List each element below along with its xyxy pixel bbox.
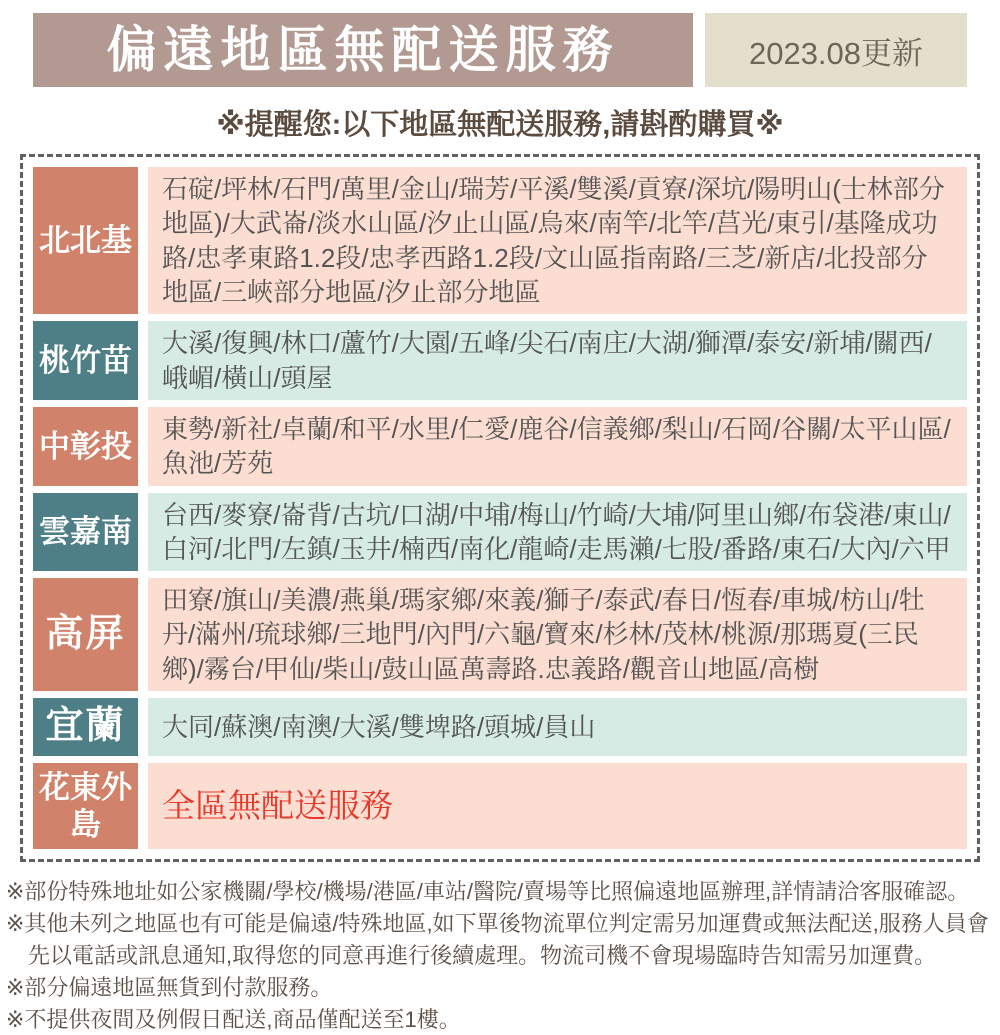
header — [0, 0, 1000, 87]
region-label: 中彰投 — [33, 407, 138, 486]
footer-note: ※部分偏遠地區無貨到付款服務。 — [6, 974, 333, 1000]
page-title: 偏遠地區無配送服務 — [33, 13, 693, 87]
region-areas-list: 東勢/新社/卓蘭/和平/水里/仁愛/鹿谷/信義鄉/梨山/石岡/谷關/太平山區/魚池/芳苑 — [148, 407, 967, 486]
region-label: 雲嘉南 — [33, 493, 138, 572]
region-row — [33, 321, 967, 400]
region-label: 桃竹苗 — [33, 321, 138, 400]
reminder-subtitle: ※提醒您:以下地區無配送服務,請斟酌購買※ — [216, 109, 784, 141]
region-label: 宜蘭 — [33, 698, 138, 756]
region-label: 花東外島 — [33, 763, 138, 849]
region-table — [20, 154, 980, 862]
region-areas-list: 大同/蘇澳/南澳/大溪/雙埤路/頭城/員山 — [148, 698, 967, 756]
footer-note: ※其他未列之地區也有可能是偏遠/特殊地區,如下單後物流單位判定需另加運費或無法配送,服務人員會先以電話或訊息通知,取得您的同意再進行後續處理。物流司機不會現場臨時告知需另加運費。 — [6, 910, 989, 968]
region-areas-no-delivery: 全區無配送服務 — [148, 763, 967, 849]
region-areas-list: 台西/麥寮/崙背/古坑/口湖/中埔/梅山/竹崎/大埔/阿里山鄉/布袋港/東山/白河/北門/左鎮/玉井/楠西/南化/龍崎/走馬瀨/七股/番路/東石/大內/六甲 — [148, 493, 967, 572]
update-date-badge: 2023.08更新 — [705, 13, 967, 87]
region-row — [33, 698, 967, 756]
region-areas-list: 大溪/復興/林口/蘆竹/大園/五峰/尖石/南庄/大湖/獅潭/泰安/新埔/關西/峨嵋/橫山/頭屋 — [148, 321, 967, 400]
footer-note: ※不提供夜間及例假日配送,商品僅配送至1樓。 — [6, 1006, 461, 1032]
region-row — [33, 763, 967, 849]
region-row — [33, 493, 967, 572]
region-areas-list: 石碇/坪林/石門/萬里/金山/瑞芳/平溪/雙溪/貢寮/深坑/陽明山(士林部分地區)/大武崙/淡水山區/汐止山區/烏來/南竿/北竿/莒光/東引/基隆成功路/忠孝東路1.2段/忠孝西路1.2段/文山區指南路/三芝/新店/北投部分地區/三峽部分地區/汐止部分地區 — [148, 167, 967, 314]
region-label: 高屏 — [33, 578, 138, 691]
footer-note: ※部份特殊地址如公家機關/學校/機場/港區/車站/醫院/賣場等比照偏遠地區辦理,詳情請洽客服確認。 — [6, 879, 970, 905]
region-label: 北北基 — [33, 167, 138, 314]
region-row — [33, 407, 967, 486]
region-row — [33, 578, 967, 691]
region-row — [33, 167, 967, 314]
footer-notes — [6, 876, 994, 1035]
region-areas-list: 田寮/旗山/美濃/燕巢/瑪家鄉/來義/獅子/泰武/春日/恆春/車城/枋山/牡丹/滿州/琉球鄉/三地門/內門/六龜/寶來/杉林/茂林/桃源/那瑪夏(三民鄉)/霧台/甲仙/柴山/鼓山區萬壽路.忠義路/觀音山地區/高樹 — [148, 578, 967, 691]
